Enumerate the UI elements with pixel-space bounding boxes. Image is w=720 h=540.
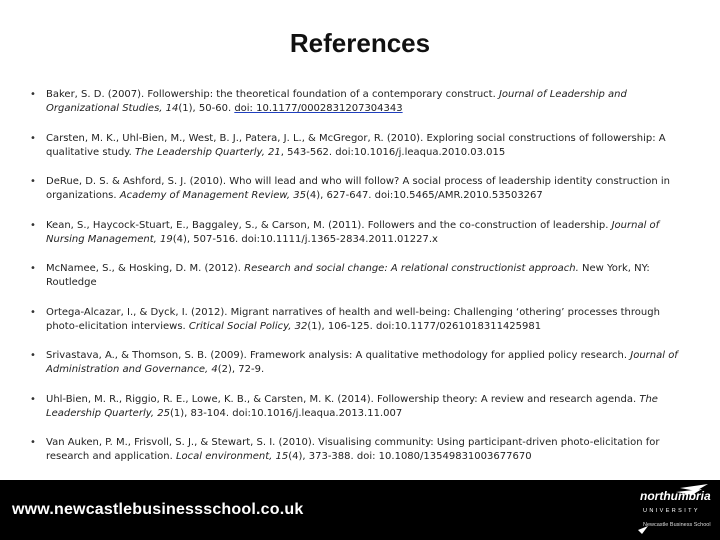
reference-journal: Journal of Nursing Management, 19 <box>46 219 660 245</box>
reference-details: (1), 50-60. <box>178 103 235 114</box>
reference-journal: The Leadership Quarterly, 25 <box>46 393 658 419</box>
logo-subtitle: Newcastle Business School <box>643 522 711 528</box>
website-link[interactable] <box>12 501 303 519</box>
reference-text: Carsten, M. K., Uhl-Bien, M., West, B. J., Patera, J. L., & McGregor, R. (2010). Exploring social constructions of followership: A qualitative study. <box>46 132 666 158</box>
reference-item <box>30 219 694 247</box>
reference-item <box>30 88 694 116</box>
reference-details: (4), 507-516. doi:10.1111/j.1365-2834.2011.01227.x <box>172 233 438 245</box>
website-suffix: .co.uk <box>256 501 304 518</box>
website-prefix: www.newcastle <box>12 501 133 518</box>
logo-university: UNIVERSITY <box>643 508 701 514</box>
reference-item <box>30 175 694 203</box>
reference-details: (2), 72-9. <box>217 364 265 375</box>
reference-details: (4), 373-388. doi: 10.1080/13549831003677670 <box>288 451 532 462</box>
reference-journal: Academy of Management Review, 35 <box>119 190 306 201</box>
reference-text: McNamee, S., & Hosking, D. M. (2012). <box>46 263 245 274</box>
reference-journal: Critical Social Policy, 32 <box>188 320 308 332</box>
reference-text: Uhl-Bien, M. R., Riggio, R. E., Lowe, K. B., & Carsten, M. K. (2014). Followership theory: A review and research agenda. <box>46 393 640 405</box>
reference-text: Srivastava, A., & Thomson, S. B. (2009). Framework analysis: A qualitative methodology for applied policy research. <box>46 350 631 361</box>
reference-details: , 543-562. doi:10.1016/j.leaqua.2010.03.015 <box>280 146 506 158</box>
reference-text: Kean, S., Haycock-Stuart, E., Baggaley, S., & Carson, M. (2011). Followers and the co-construction of leadership. <box>46 219 612 231</box>
reference-details: New York, NY: Routledge <box>46 263 650 288</box>
website-bold: businessschool <box>132 501 257 518</box>
logo-name: northumbria <box>640 489 711 503</box>
reference-list <box>30 88 694 480</box>
slide-title: References <box>289 28 431 58</box>
reference-journal: Research and social change: A relational constructionist approach. <box>244 263 579 274</box>
reference-item <box>30 349 694 377</box>
reference-item <box>30 262 694 290</box>
reference-text: Van Auken, P. M., Frisvoll, S. J., & Stewart, S. I. (2010). Visualising community: Using participant-driven photo-elicitation for research and application. <box>46 437 660 462</box>
reference-journal: Journal of Administration and Governance, 4 <box>46 350 678 375</box>
doi-link[interactable]: doi: 10.1177/0002831207304343 <box>234 103 403 114</box>
reference-text: DeRue, D. S. & Ashford, S. J. (2010). Who will lead and who will follow? A social process of leadership identity construction in organizations. <box>46 176 670 201</box>
reference-text: Ortega-Alcazar, I., & Dyck, I. (2012). Migrant narratives of health and well-being: Challenging ‘othering’ processes through photo-elicitation interviews. <box>46 306 660 332</box>
reference-item <box>30 306 694 334</box>
reference-details: (1), 106-125. doi:10.1177/0261018311425981 <box>307 320 542 332</box>
reference-journal: Local environment, 15 <box>175 451 289 462</box>
reference-item <box>30 132 694 160</box>
footer-bar <box>0 480 720 540</box>
reference-journal: Journal of Leadership and Organizational Studies, 14 <box>46 89 627 114</box>
reference-item <box>30 436 694 464</box>
reference-item <box>30 393 694 421</box>
reference-text: Baker, S. D. (2007). Followership: the theoretical foundation of a contemporary construct. <box>46 89 499 100</box>
reference-details: (4), 627-647. doi:10.5465/AMR.2010.53503267 <box>306 190 543 201</box>
reference-details: (1), 83-104. doi:10.1016/j.leaqua.2013.11.007 <box>169 407 403 419</box>
reference-journal: The Leadership Quarterly, 21 <box>135 146 281 158</box>
